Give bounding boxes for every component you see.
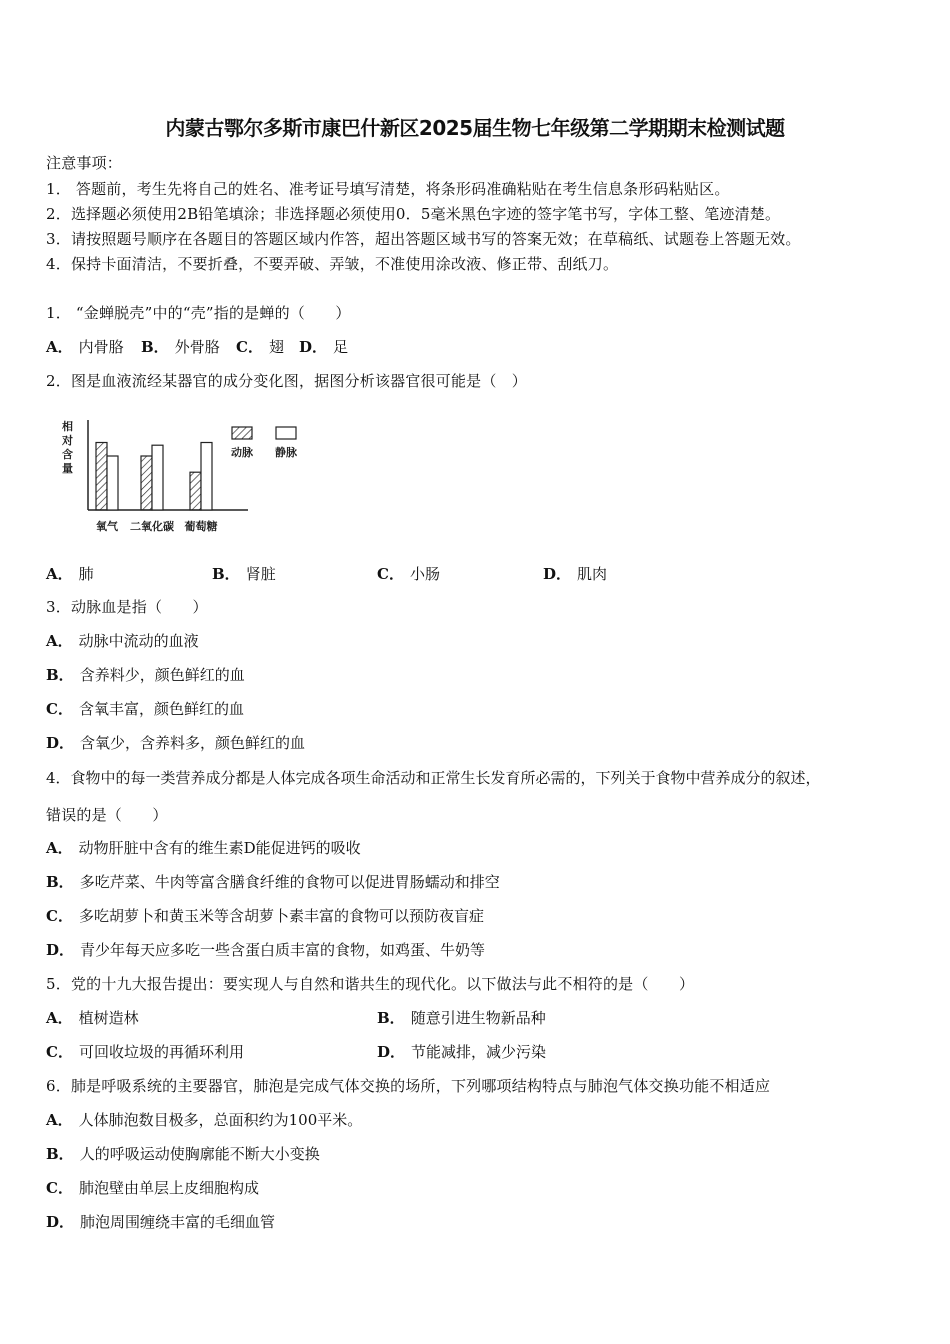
y-axis-label-char: 对 <box>62 434 73 447</box>
bar-静脉-氧气 <box>107 456 118 510</box>
question-6-option-d[interactable]: D． 肺泡周围缠绕丰富的毛细血管 <box>46 1213 276 1231</box>
question-4-stem-continued: 错误的是（ ） <box>46 806 168 824</box>
y-axis-label-char: 量 <box>62 462 73 475</box>
bar-静脉-二氧化碳 <box>152 445 163 510</box>
question-2-option-a[interactable]: A． 肺 <box>46 565 94 583</box>
notice-item-4: 4．保持卡面清洁，不要折叠，不要弄破、弄皱，不准使用涂改液、修正带、刮纸刀。 <box>46 255 619 273</box>
question-3-option-a[interactable]: A． 动脉中流动的血液 <box>46 632 199 650</box>
bar-动脉-二氧化碳 <box>141 456 152 510</box>
notice-item-2: 2．选择题必须使用2B铅笔填涂；非选择题必须使用0．5毫米黑色字迹的签字笔书写，字体工整、笔迹清楚。 <box>46 205 781 223</box>
category-label: 葡萄糖 <box>184 520 218 533</box>
question-2-option-d[interactable]: D． 肌肉 <box>543 565 608 583</box>
question-5-option-d[interactable]: D． 节能减排，减少污染 <box>377 1043 547 1061</box>
question-6-option-a[interactable]: A． 人体肺泡数目极多，总面积约为100平米。 <box>46 1111 363 1129</box>
question-6-option-c[interactable]: C． 肺泡壁由单层上皮细胞构成 <box>46 1179 259 1197</box>
legend-label: 动脉 <box>231 446 253 459</box>
notice-heading: 注意事项： <box>46 154 123 172</box>
question-4-stem: 4．食物中的每一类营养成分都是人体完成各项生命活动和正常生长发育所必需的，下列关于食物中营养成分的叙述， <box>46 769 821 787</box>
question-3-option-c[interactable]: C． 含氧丰富，颜色鲜红的血 <box>46 700 244 718</box>
question-1-option-a[interactable]: A． 内骨胳 <box>46 338 124 356</box>
question-5-option-c[interactable]: C． 可回收垃圾的再循环利用 <box>46 1043 244 1061</box>
notice-item-3: 3．请按照题号顺序在各题目的答题区域内作答，超出答题区域书写的答案无效；在草稿纸、试题卷上答题无效。 <box>46 230 801 248</box>
bar-动脉-葡萄糖 <box>190 472 201 510</box>
legend-swatch-静脉 <box>276 427 296 439</box>
question-5-stem: 5．党的十九大报告提出：要实现人与自然和谐共生的现代化。以下做法与此不相符的是（ ） <box>46 975 695 993</box>
question-1-option-c[interactable]: C． 翅 <box>236 338 284 356</box>
question-3-stem: 3．动脉血是指（ ） <box>46 598 208 616</box>
y-axis-label <box>61 419 73 475</box>
question-3-option-b[interactable]: B． 含养料少，颜色鲜红的血 <box>46 666 245 684</box>
legend-label: 静脉 <box>275 446 297 459</box>
question-5-option-b[interactable]: B． 随意引进生物新品种 <box>377 1009 546 1027</box>
category-label: 氧气 <box>96 520 118 533</box>
question-2-option-b[interactable]: B． 肾脏 <box>212 565 276 583</box>
question-4-option-c[interactable]: C． 多吃胡萝卜和黄玉米等含胡萝卜素丰富的食物可以预防夜盲症 <box>46 907 484 925</box>
question-6-stem: 6．肺是呼吸系统的主要器官，肺泡是完成气体交换的场所，下列哪项结构特点与肺泡气体交换功能不相适应 <box>46 1077 771 1095</box>
legend-swatch-动脉 <box>232 427 252 439</box>
page-title: 内蒙古鄂尔多斯市康巴什新区2025届生物七年级第二学期期末检测试题 <box>165 116 785 140</box>
question-2-stem: 2．图是血液流经某器官的成分变化图，据图分析该器官很可能是（ ） <box>46 372 527 390</box>
bar-静脉-葡萄糖 <box>201 443 212 511</box>
question-6-option-b[interactable]: B． 人的呼吸运动使胸廓能不断大小变换 <box>46 1145 320 1163</box>
y-axis-label-char: 相 <box>62 420 73 433</box>
question-1-stem: 1． “金蝉脱壳”中的“壳”指的是蝉的（ ） <box>46 304 351 322</box>
question-4-option-a[interactable]: A． 动物肝脏中含有的维生素D能促进钙的吸收 <box>46 839 361 857</box>
blood-composition-chart <box>58 410 318 545</box>
question-1-option-b[interactable]: B． 外骨胳 <box>141 338 220 356</box>
question-5-option-a[interactable]: A． 植树造林 <box>46 1009 139 1027</box>
question-4-option-b[interactable]: B． 多吃芹菜、牛肉等富含膳食纤维的食物可以促进胃肠蠕动和排空 <box>46 873 500 891</box>
y-axis-label-char: 含 <box>62 448 73 461</box>
question-1-option-d[interactable]: D． 足 <box>299 338 349 356</box>
question-4-option-d[interactable]: D． 青少年每天应多吃一些含蛋白质丰富的食物，如鸡蛋、牛奶等 <box>46 941 486 959</box>
notice-item-1: 1． 答题前，考生先将自己的姓名、准考证号填写清楚，将条形码准确粘贴在考生信息条形码粘贴区。 <box>46 180 730 198</box>
category-label: 二氧化碳 <box>130 520 174 533</box>
question-3-option-d[interactable]: D． 含氧少，含养料多，颜色鲜红的血 <box>46 734 306 752</box>
bar-动脉-氧气 <box>96 443 107 511</box>
question-2-option-c[interactable]: C． 小肠 <box>377 565 440 583</box>
